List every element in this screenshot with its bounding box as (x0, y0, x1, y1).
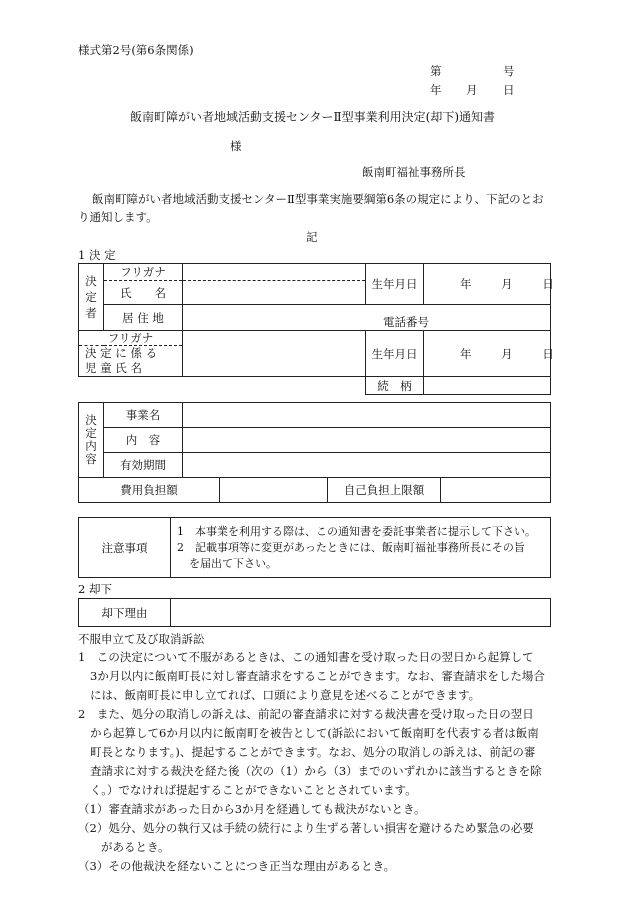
appeal-line: 1 この決定について不服があるときは、この通知書を受け取った日の翌日から起算して (78, 650, 534, 664)
child-birth-field[interactable]: 年 月 日 (424, 331, 551, 377)
address-field[interactable] (183, 305, 551, 331)
limit-label: 自己負担上限額 (328, 478, 441, 503)
go-label: 号 (503, 64, 515, 78)
sender-name: 飯南町福祉事務所長 (362, 165, 466, 179)
child-name-label: 決 定 に 係 る 児 童 氏 名 (79, 346, 183, 377)
decider-label: 決 定 者 (79, 264, 104, 331)
relation-label: 続 柄 (366, 377, 424, 395)
notes-table (78, 517, 551, 578)
note-item-2b: を届出て下さい。 (189, 556, 277, 570)
dai-label: 第 (430, 64, 442, 78)
appeal-line: 町長となります。)、提起することができます。なお、処分の取消しの訴えは、前記の審 (90, 745, 536, 759)
note-item-2a: 2 記載事項等に変更があったときには、飯南町福祉事務所長にその旨 (177, 540, 525, 554)
notes-label: 注意事項 (79, 518, 171, 578)
furigana-label: フリガナ (104, 264, 183, 281)
rejection-reason-label: 却下理由 (79, 599, 171, 627)
phone-label: 電話番号 (383, 315, 429, 329)
appeal-line: （3）その他裁決を経ないことにつき正当な理由があるとき。 (78, 859, 396, 873)
appeal-line: 2 また、処分の取消しの訴えは、前記の審査請求に対する裁決書を受け取った日の翌日 (78, 707, 534, 721)
appeal-line: には、飯南町長に申し立てれば、口頭により意見を述べることができます。 (90, 688, 481, 702)
decision-table (78, 263, 554, 395)
cost-field[interactable] (220, 478, 328, 503)
content-side-label: 決 定 内 容 (79, 403, 104, 478)
blank (79, 377, 366, 395)
limit-field[interactable] (441, 478, 551, 503)
period-label: 有効期間 (104, 453, 183, 478)
intro-line-1: 飯南町障がい者地域活動支援センターⅡ型事業実施要綱第6条の規定により、下記のとお (92, 192, 544, 206)
period-field[interactable] (183, 453, 551, 478)
business-name-label: 事業名 (104, 403, 183, 428)
rejection-table (78, 598, 551, 627)
child-birth-label: 生年月日 (366, 331, 424, 377)
birth-date-field[interactable]: 年 月 日 (424, 264, 551, 305)
furigana-field[interactable] (183, 264, 366, 281)
day-label: 日 (503, 83, 515, 97)
appeal-line: （1）審査請求があった日から3か月を経過しても裁決がないとき。 (78, 802, 426, 816)
appeal-line: 査請求に対する裁決を経た後（次の（1）から（3）までのいずれかに該当するときを除 (90, 764, 542, 778)
appeal-line: があるとき。 (78, 840, 170, 854)
content-label: 内 容 (104, 428, 183, 453)
name-field[interactable] (183, 281, 366, 305)
month-label: 月 (466, 83, 478, 97)
appeal-line: く。）でなければ提起することができないこととされています。 (90, 783, 417, 797)
appeal-heading: 不服申立て及び取消訴訟 (78, 632, 205, 646)
child-furigana-label: フリガナ (79, 331, 183, 346)
appeal-text (78, 648, 558, 876)
intro-line-2: り通知します。 (78, 210, 158, 224)
appeal-line: （2）処分、処分の執行又は手続の続行により生ずる著しい損害を避けるため緊急の必要 (78, 821, 534, 835)
year-label: 年 (430, 83, 442, 97)
relation-field[interactable] (424, 377, 551, 395)
section1-heading: 1 決 定 (78, 248, 116, 262)
content-field[interactable] (183, 428, 551, 453)
child-name-field[interactable] (183, 331, 366, 377)
note-item-1: 1 本事業を利用する際は、この通知書を委託事業者に提示して下さい。 (177, 524, 536, 538)
form-number: 様式第2号(第6条関係) (78, 43, 194, 57)
section2-heading: 2 却下 (78, 582, 112, 596)
appeal-line: から起算して6か月以内に飯南町を被告として(訴訟において飯南町を代表する者は飯南 (90, 726, 539, 740)
birth-label: 生年月日 (366, 264, 424, 305)
sama-label: 様 (230, 139, 242, 153)
cost-label: 費用負担額 (79, 478, 220, 503)
rejection-reason-field[interactable] (171, 599, 551, 627)
address-label: 居 住 地 (104, 305, 183, 331)
notes-content (171, 518, 551, 578)
ki-label: 記 (306, 230, 318, 244)
appeal-line: 3か月以内に飯南町長に対し審査請求をすることができます。なお、審査請求をした場合 (90, 669, 545, 683)
name-label: 氏 名 (104, 281, 183, 305)
document-title: 飯南町障がい者地域活動支援センターⅡ型事業利用決定(却下)通知書 (130, 110, 496, 124)
business-name-field[interactable] (183, 403, 551, 428)
decision-content-table (78, 402, 551, 503)
